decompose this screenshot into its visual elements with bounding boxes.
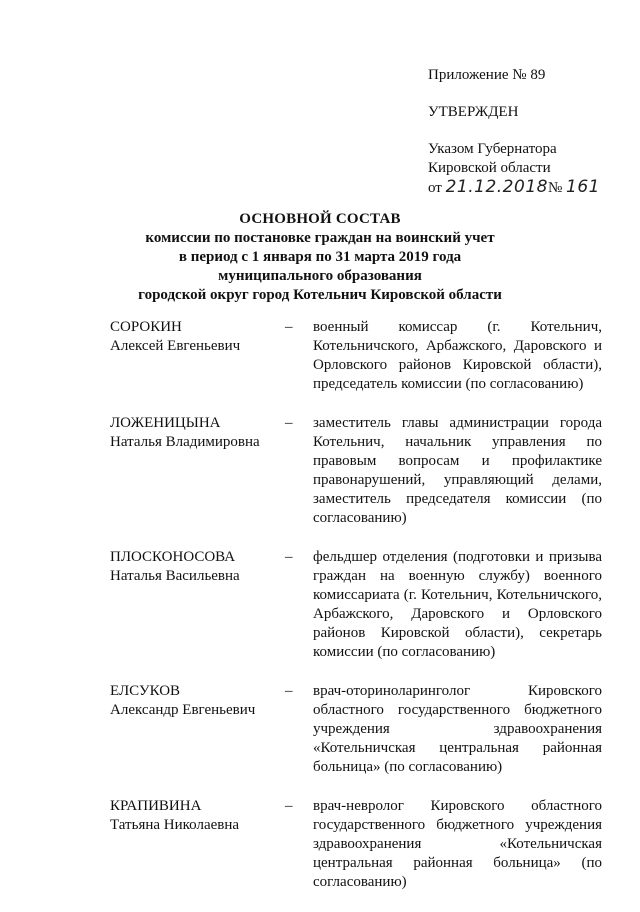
decree-line-2: Кировской области bbox=[428, 160, 551, 176]
member-surname: ПЛОСКОНОСОВА bbox=[110, 549, 236, 565]
document-title: ОСНОВНОЙ СОСТАВ bbox=[239, 211, 401, 227]
member-surname: КРАПИВИНА bbox=[110, 798, 202, 814]
heading-line-3: муниципального образования bbox=[218, 268, 422, 284]
decree-number-handwritten: 161 bbox=[566, 177, 600, 197]
member-entry bbox=[110, 797, 602, 892]
date-prefix: от bbox=[428, 180, 442, 196]
member-given-name: Александр Евгеньевич bbox=[110, 702, 256, 718]
member-name bbox=[110, 548, 285, 662]
document-heading bbox=[100, 209, 540, 305]
member-surname: ЛОЖЕНИЦЫНА bbox=[110, 415, 221, 431]
member-dash: – bbox=[285, 683, 293, 699]
heading-line-2: в период с 1 января по 31 марта 2019 года bbox=[178, 249, 462, 265]
member-dash: – bbox=[285, 415, 293, 431]
heading-line-4: городской округ город Котельнич Кировской области bbox=[138, 287, 502, 303]
member-role: врач-оториноларинголог Кировского областного государственного бюджетного учреждения здравоохранения «Котельничская центральная районная больница» (по согласованию) bbox=[313, 683, 602, 775]
approved-label: УТВЕРЖДЕН bbox=[428, 104, 519, 120]
appendix-number: Приложение № 89 bbox=[428, 67, 546, 83]
member-given-name: Татьяна Николаевна bbox=[110, 817, 240, 833]
member-surname: ЕЛСУКОВ bbox=[110, 683, 181, 699]
member-entry bbox=[110, 318, 602, 394]
member-given-name: Наталья Владимировна bbox=[110, 434, 260, 450]
member-role: заместитель главы администрации города Котельнич, начальник управления по правовым вопросам и профилактике правонарушений, управляющий делами, заместитель председателя комиссии (по согласованию) bbox=[313, 415, 602, 526]
member-name bbox=[110, 318, 285, 394]
member-entry bbox=[110, 414, 602, 528]
approval-gap bbox=[428, 122, 628, 140]
member-dash: – bbox=[285, 798, 293, 814]
decree-line-1: Указом Губернатора bbox=[428, 141, 557, 157]
member-name bbox=[110, 797, 285, 892]
member-dash: – bbox=[285, 549, 293, 565]
decree-date-handwritten: 21.12.2018 bbox=[445, 177, 548, 197]
member-role: фельдшер отделения (подготовки и призыва граждан на военную службу) военного комиссариата (г. Котельнич, Котельничского, Арбажского, Даровского и Орловского районов Кировской области), секретарь комиссии (по согласованию) bbox=[313, 549, 602, 660]
member-given-name: Алексей Евгеньевич bbox=[110, 338, 241, 354]
member-name bbox=[110, 414, 285, 528]
member-entry bbox=[110, 548, 602, 662]
member-dash: – bbox=[285, 319, 293, 335]
member-given-name: Наталья Васильевна bbox=[110, 568, 240, 584]
approval-gap bbox=[428, 85, 628, 103]
member-role: врач-невролог Кировского областного государственного бюджетного учреждения здравоохранения «Котельничская центральная районная больница» (по согласованию) bbox=[313, 798, 602, 890]
heading-line-1: комиссии по постановке граждан на воинский учет bbox=[145, 230, 495, 246]
approval-block bbox=[428, 66, 628, 198]
members-list bbox=[110, 318, 602, 912]
member-entry bbox=[110, 682, 602, 777]
member-role: военный комиссар (г. Котельнич, Котельничского, Арбажского, Даровского и Орловского районов Кировской области), председатель комиссии (по согласованию) bbox=[313, 319, 602, 392]
number-prefix: № bbox=[547, 180, 563, 196]
decree-date-line bbox=[428, 178, 628, 198]
member-surname: СОРОКИН bbox=[110, 319, 182, 335]
member-name bbox=[110, 682, 285, 777]
